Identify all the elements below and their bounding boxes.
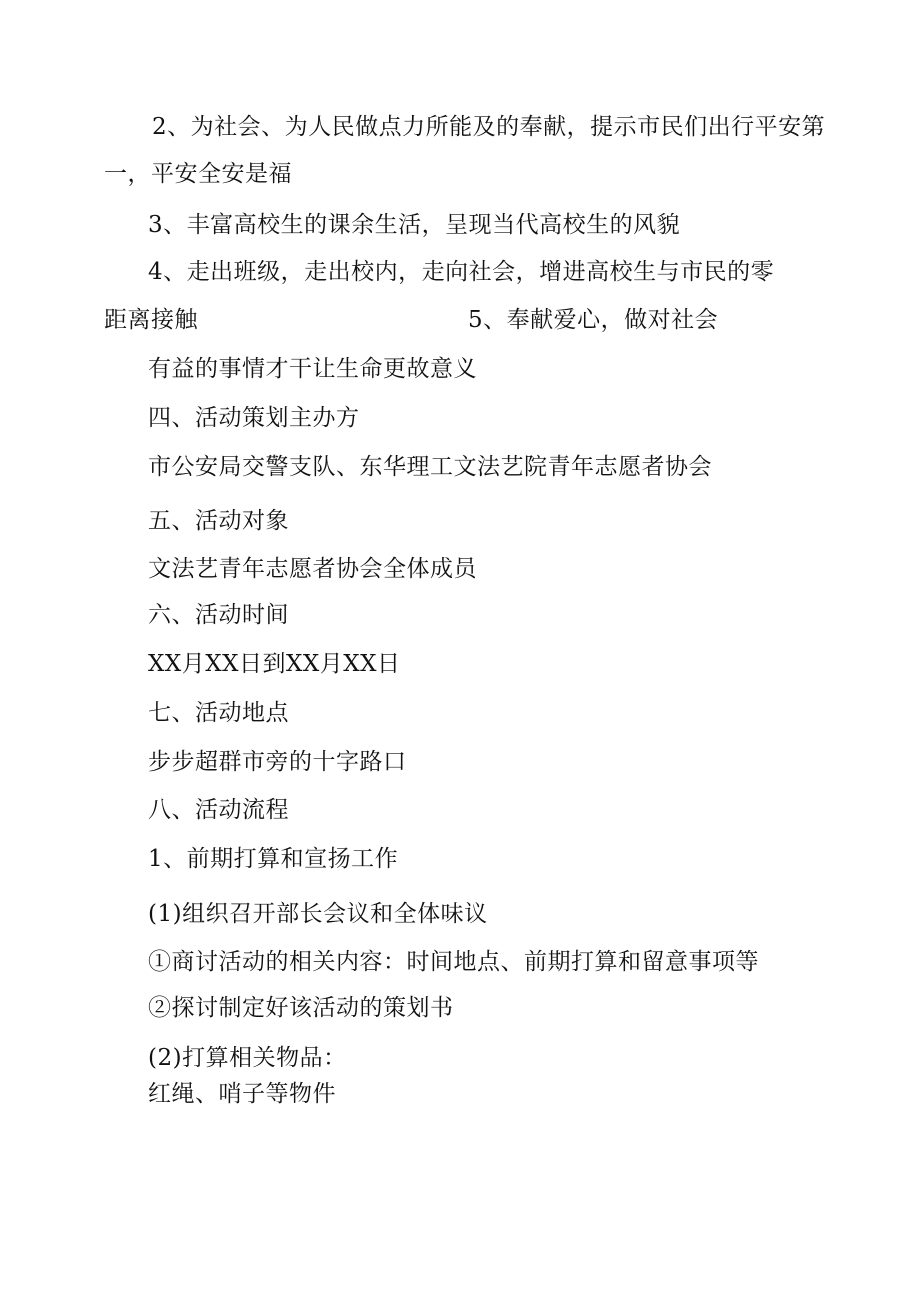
section-heading: 五、活动对象 <box>148 508 289 534</box>
text-line: ②探讨制定好该活动的策划书 <box>148 995 454 1021</box>
text-line: 有益的事情才干让生命更故意义 <box>148 356 477 382</box>
section-heading: 八、活动流程 <box>148 797 289 823</box>
text-line: 5、奉献爱心，做对社会 <box>468 307 719 333</box>
text-line: 距离接触 <box>104 307 198 333</box>
text-line: 文法艺青年志愿者协会全体成员 <box>148 556 477 582</box>
section-heading: 六、活动时间 <box>148 602 289 628</box>
text-line: 红绳、哨子等物件 <box>148 1081 336 1107</box>
text-line: 一，平安全安是福 <box>104 161 292 187</box>
text-line: ①商讨活动的相关内容：时间地点、前期打算和留意事项等 <box>148 949 759 975</box>
section-heading: 七、活动地点 <box>148 700 289 726</box>
text-line: 1、前期打算和宣扬工作 <box>148 846 399 872</box>
text-line: (1)组织召开部长会议和全体味议 <box>148 901 488 927</box>
text-line: 2、为社会、为人民做点力所能及的奉献，提示市民们出行平安第 <box>152 114 826 140</box>
section-heading: 四、活动策划主办方 <box>148 405 360 431</box>
text-line: XX月XX日到XX月XX日 <box>148 651 401 677</box>
text-line: 4、走出班级，走出校内，走向社会，增进高校生与市民的零 <box>148 259 775 285</box>
text-line: (2)打算相关物品： <box>148 1045 347 1071</box>
text-line: 步步超群市旁的十字路口 <box>148 749 407 775</box>
text-line: 市公安局交警支队、东华理工文法艺院青年志愿者协会 <box>148 454 712 480</box>
text-line: 3、丰富高校生的课余生活，呈现当代高校生的风貌 <box>148 212 681 238</box>
